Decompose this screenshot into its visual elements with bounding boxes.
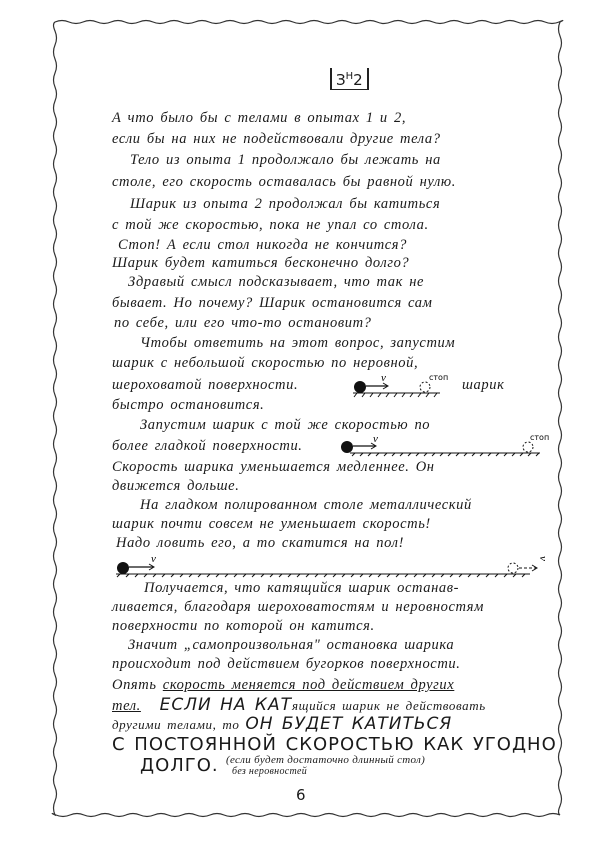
text-line: если бы на них не подействовали другие тела? [112, 131, 441, 147]
ball-at-edge [508, 563, 518, 573]
text-line: Шарик будет катиться бесконечно долго? [112, 255, 410, 271]
note-text: (если будет достаточно длинный стол) [226, 754, 426, 766]
text-line: Значит „самопроизвольная" остановка шарика [128, 637, 455, 653]
badge-number: 2 [353, 71, 363, 89]
text-line: Скорость шарика уменьшается медленнее. Он [112, 459, 435, 475]
conclusion-caps-line: ДОЛГО. [140, 755, 219, 776]
section-badge [330, 68, 369, 90]
text-line: Получается, что катящийся шарик останав- [144, 580, 460, 596]
text-line: более гладкой поверхности. [112, 438, 303, 454]
rough-surface-diagram [345, 373, 455, 399]
text-line: Чтобы ответить на этот вопрос, запустим [140, 335, 456, 351]
velocity-label-edge: v⃗ [537, 556, 549, 570]
ball [117, 562, 129, 574]
polished-table-diagram [108, 554, 548, 578]
text-line: шарик с небольшой скоростью по неровной, [112, 355, 419, 371]
text: ящийся шарик не действовать [292, 698, 486, 713]
text-line: происходит под действием бугорков поверхности. [112, 656, 461, 672]
text-line: Надо ловить его, а то скатится на пол! [116, 535, 404, 551]
conclusion-line [112, 716, 452, 733]
text-line: быстро остановится. [112, 397, 265, 413]
text-line: Запустим шарик с той же скоростью по [140, 417, 431, 433]
text-line: бывает. Но почему? Шарик остановится сам [112, 295, 433, 311]
text-line: Тело из опыта 1 продолжало бы лежать на [130, 152, 441, 168]
text-line: с той же скоростью, пока не упал со стола. [112, 217, 429, 233]
text-line: по себе, или его что-то остановит? [114, 315, 372, 331]
text-line: движется дольше. [112, 478, 240, 494]
stopped-ball [523, 442, 533, 452]
ball [341, 441, 353, 453]
velocity-label: v⃗ [381, 372, 395, 384]
conclusion-line [112, 677, 454, 693]
text-line: На гладком полированном столе металлический [140, 497, 472, 513]
badge-sup: Н [345, 71, 354, 82]
underlined-text: скорость меняется под действием других [162, 677, 455, 693]
conclusion-line [112, 697, 486, 715]
note-text: без неровностей [232, 766, 308, 777]
conclusion-caps-line: С ПОСТОЯННОЙ СКОРОСТЬЮ КАК УГОДНО [112, 734, 557, 755]
caps-text: ЕСЛИ НА КАТ [159, 695, 293, 715]
text-line: шарик [462, 377, 505, 393]
velocity-label: v⃗ [373, 433, 387, 445]
velocity-label: v⃗ [151, 553, 165, 565]
caps-text: ОН БУДЕТ КАТИТЬСЯ [245, 714, 453, 734]
ball [354, 381, 366, 393]
text: Опять [112, 677, 157, 693]
text-line: столе, его скорость оставалась бы равной нулю. [112, 174, 456, 190]
underlined-text: тел. [112, 698, 141, 714]
text-line: ливается, благодаря шероховатостям и неровностям [112, 599, 484, 615]
text: другими телами, то [112, 717, 240, 732]
stop-label: стоп [530, 433, 550, 442]
stopped-ball [420, 382, 430, 392]
stop-label: стоп [429, 373, 449, 382]
text-line: Стоп! А если стол никогда не кончится? [118, 237, 407, 253]
page-number: 6 [296, 786, 306, 804]
text-line: Шарик из опыта 2 продолжал бы катиться [130, 196, 441, 212]
smooth-surface-diagram [335, 434, 560, 458]
text-line: А что было бы с телами в опытах 1 и 2, [112, 110, 407, 126]
text-line: поверхности по которой он катится. [112, 618, 375, 634]
badge-letter: З [336, 71, 346, 89]
text-line: шероховатой поверхности. [112, 377, 299, 393]
text-line: шарик почти совсем не уменьшает скорость! [112, 516, 431, 532]
text-line: Здравый смысл подсказывает, что так не [128, 274, 425, 290]
